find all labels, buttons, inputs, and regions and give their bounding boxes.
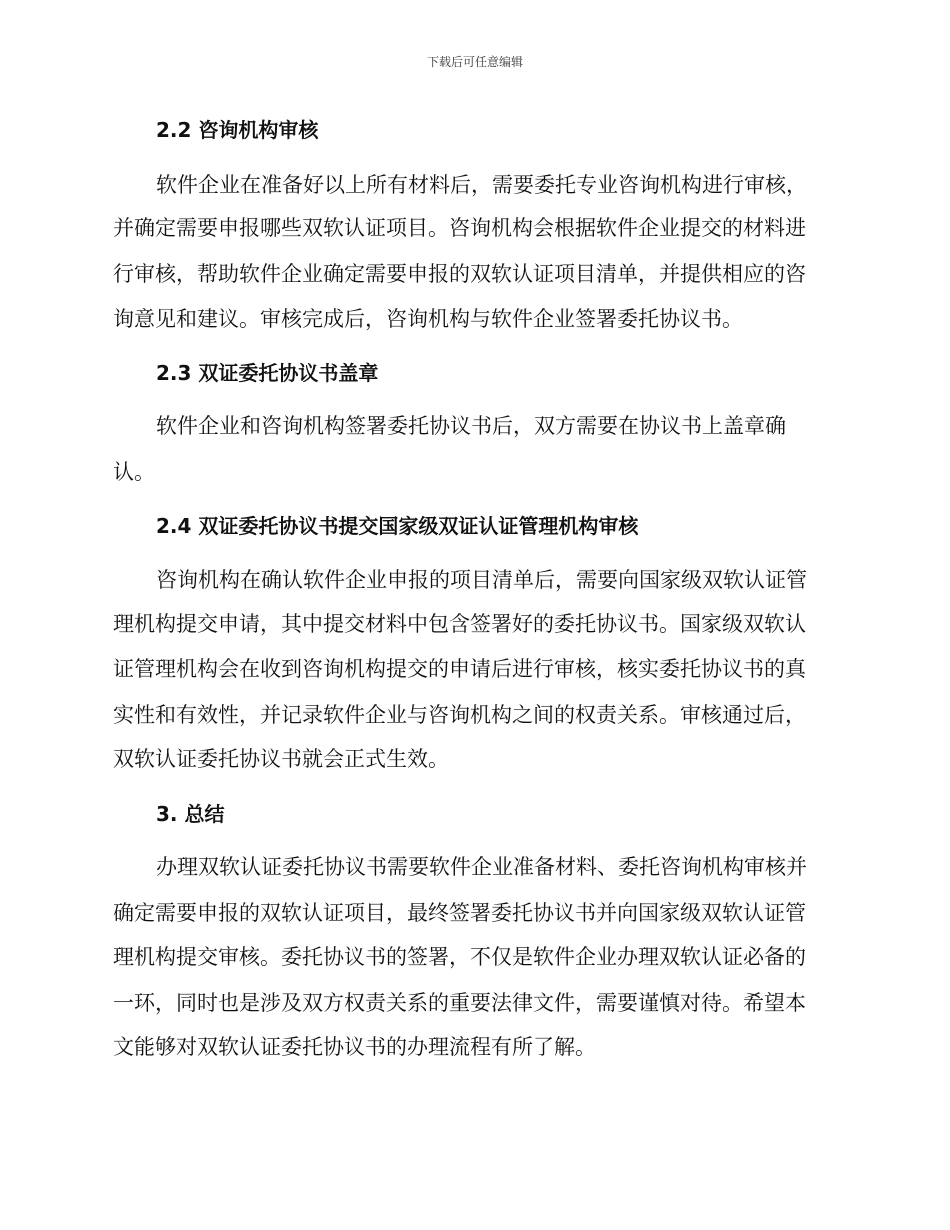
paragraph-line: 理机构提交审核。委托协议书的签署，不仅是软件企业办理双软认证必备的 [113,945,806,969]
paragraph-line: 软件企业在准备好以上所有材料后，需要委托专业咨询机构进行审核， [156,173,807,197]
section-heading-3: 3. 总结 [156,802,225,826]
paragraph-line: 认。 [113,460,155,484]
paragraph-line: 文能够对双软认证委托协议书的办理流程有所了解。 [113,1035,596,1059]
paragraph-line: 并确定需要申报哪些双软认证项目。咨询机构会根据软件企业提交的材料进 [113,216,806,240]
paragraph-line: 软件企业和咨询机构签署委托协议书后，双方需要在协议书上盖章确 [156,414,786,438]
section-heading-2-2: 2.2 咨询机构审核 [156,118,319,142]
paragraph-line: 证管理机构会在收到咨询机构提交的申请后进行审核，核实委托协议书的真 [113,657,806,681]
section-heading-2-4: 2.4 双证委托协议书提交国家级双证认证管理机构审核 [156,514,639,538]
paragraph-line: 询意见和建议。审核完成后，咨询机构与软件企业签署委托协议书。 [113,307,743,331]
paragraph-line: 实性和有效性，并记录软件企业与咨询机构之间的权责关系。审核通过后， [113,703,806,727]
paragraph-line: 理机构提交申请，其中提交材料中包含签署好的委托协议书。国家级双软认 [113,612,806,636]
paragraph-line: 双软认证委托协议书就会正式生效。 [113,747,449,771]
paragraph-line: 一环，同时也是涉及双方权责关系的重要法律文件，需要谨慎对待。希望本 [113,991,806,1015]
paragraph-line: 确定需要申报的双软认证项目，最终签署委托协议书并向国家级双软认证管 [113,901,806,925]
paragraph-line: 行审核，帮助软件企业确定需要申报的双软认证项目清单，并提供相应的咨 [113,262,806,286]
paragraph-line: 咨询机构在确认软件企业申报的项目清单后，需要向国家级双软认证管 [156,568,807,592]
paragraph-line: 办理双软认证委托协议书需要软件企业准备材料、委托咨询机构审核并 [156,855,807,879]
section-heading-2-3: 2.3 双证委托协议书盖章 [156,361,379,385]
page-header: 下载后可任意编辑 [426,55,523,69]
